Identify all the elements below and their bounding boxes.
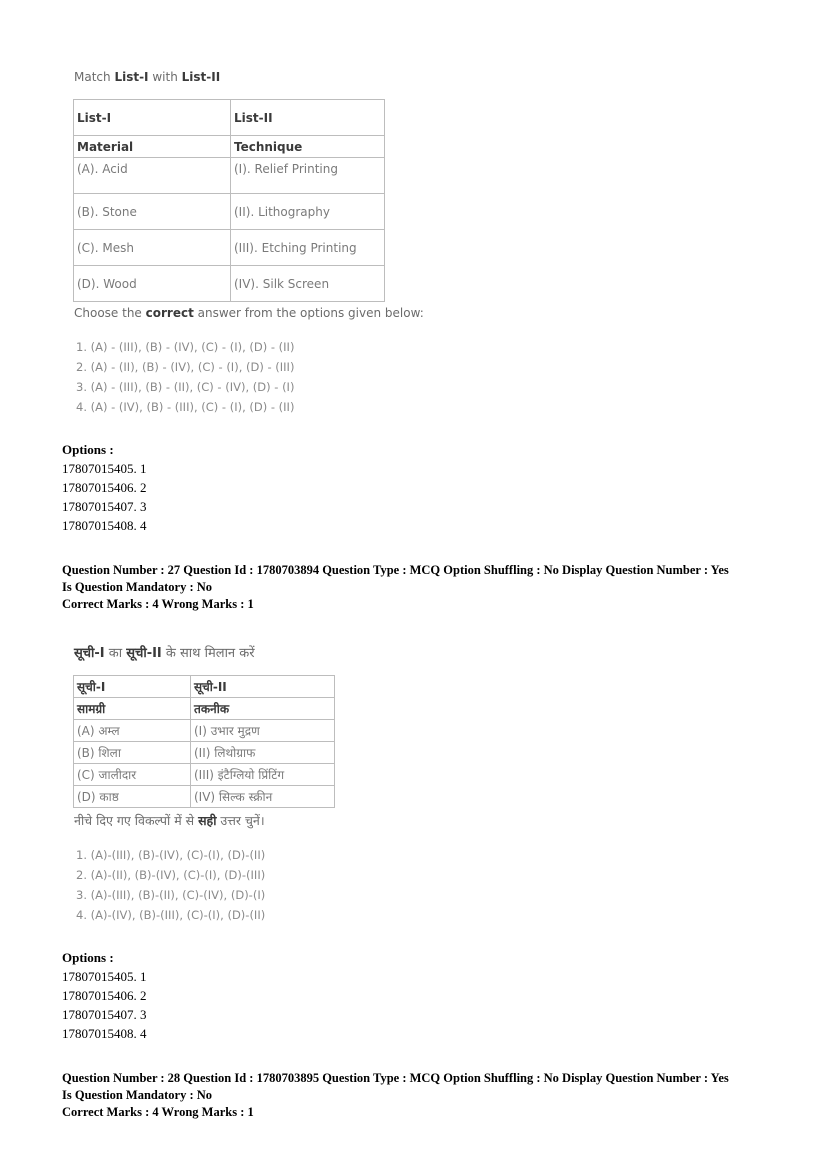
table-cell: (III) इंटैग्लियो प्रिंटिंग — [191, 764, 335, 786]
option-item: 17807015407. 3 — [62, 1007, 147, 1022]
answer-option: 4. (A) - (IV), (B) - (III), (C) - (I), (D) - (II) — [76, 400, 295, 414]
question-meta — [62, 1070, 729, 1121]
option-item: 17807015405. 1 — [62, 461, 147, 476]
options-label: Options : — [62, 950, 114, 965]
table-cell: सामग्री — [74, 698, 191, 720]
table-header-row — [74, 676, 335, 698]
table-cell: सूची-I — [74, 676, 191, 698]
table-cell: Material — [74, 136, 231, 158]
q27-answer-list — [76, 845, 265, 925]
table-row — [74, 786, 335, 808]
question-meta-line: Is Question Mandatory : No — [62, 1088, 213, 1102]
answer-option: 3. (A)-(III), (B)-(II), (C)-(IV), (D)-(I) — [76, 888, 266, 902]
answer-option: 1. (A) - (III), (B) - (IV), (C) - (I), (D) - (II) — [76, 340, 295, 354]
table-cell: (B). Stone — [74, 194, 231, 230]
table-header-row — [74, 698, 335, 720]
table-cell: (II). Lithography — [231, 194, 385, 230]
answer-option: 3. (A) - (III), (B) - (II), (C) - (IV), (D) - (I) — [76, 380, 295, 394]
answer-option: 4. (A)-(IV), (B)-(III), (C)-(I), (D)-(II) — [76, 908, 266, 922]
options-block — [62, 440, 147, 535]
table-cell: (III). Etching Printing — [231, 230, 385, 266]
option-item: 17807015406. 2 — [62, 480, 147, 495]
option-item: 17807015405. 1 — [62, 969, 147, 984]
table-cell: तकनीक — [191, 698, 335, 720]
question-meta — [62, 562, 729, 613]
answer-option: 1. (A)-(III), (B)-(IV), (C)-(I), (D)-(II) — [76, 848, 266, 862]
table-cell: List-I — [74, 100, 231, 136]
table-row — [74, 764, 335, 786]
options-block — [62, 948, 147, 1043]
table-cell: (IV). Silk Screen — [231, 266, 385, 302]
table-header-row — [74, 100, 385, 136]
option-item: 17807015408. 4 — [62, 1026, 147, 1041]
answer-option: 2. (A) - (II), (B) - (IV), (C) - (I), (D) - (III) — [76, 360, 295, 374]
question-meta-line: Correct Marks : 4 Wrong Marks : 1 — [62, 597, 254, 611]
table-cell: (I) उभार मुद्रण — [191, 720, 335, 742]
table-row — [74, 742, 335, 764]
table-row — [74, 720, 335, 742]
table-cell: List-II — [231, 100, 385, 136]
table-cell: (A) अम्ल — [74, 720, 191, 742]
table-cell: सूची-II — [191, 676, 335, 698]
q27-choose-instruction: नीचे दिए गए विकल्पों में से सही उत्तर चुनें। — [74, 813, 265, 828]
table-row — [74, 194, 385, 230]
options-label: Options : — [62, 442, 114, 457]
question-meta-line: Question Number : 28 Question Id : 1780703895 Question Type : MCQ Option Shuffling : No Display Question Number : Yes — [62, 1071, 729, 1085]
option-item: 17807015408. 4 — [62, 518, 147, 533]
table-row — [74, 266, 385, 302]
question-meta-line: Is Question Mandatory : No — [62, 580, 213, 594]
table-row — [74, 230, 385, 266]
table-cell: (II) लिथोग्राफ — [191, 742, 335, 764]
answer-option: 2. (A)-(II), (B)-(IV), (C)-(I), (D)-(III) — [76, 868, 266, 882]
option-item: 17807015406. 2 — [62, 988, 147, 1003]
table-row — [74, 158, 385, 194]
q26-choose-instruction: Choose the correct answer from the options given below: — [74, 306, 424, 320]
option-item: 17807015407. 3 — [62, 499, 147, 514]
table-cell: (D). Wood — [74, 266, 231, 302]
q27-instruction: सूची-I का सूची-II के साथ मिलान करें — [74, 646, 255, 661]
question-meta-line: Question Number : 27 Question Id : 1780703894 Question Type : MCQ Option Shuffling : No Display Question Number : Yes — [62, 563, 729, 577]
table-cell: (D) काष्ठ — [74, 786, 191, 808]
q26-match-table — [73, 99, 385, 302]
table-cell: (I). Relief Printing — [231, 158, 385, 194]
table-cell: (C). Mesh — [74, 230, 231, 266]
question-meta-line: Correct Marks : 4 Wrong Marks : 1 — [62, 1105, 254, 1119]
q26-instruction: Match List-I with List-II — [74, 70, 221, 84]
table-cell: (A). Acid — [74, 158, 231, 194]
table-cell: (IV) सिल्क स्क्रीन — [191, 786, 335, 808]
table-cell: Technique — [231, 136, 385, 158]
table-header-row — [74, 136, 385, 158]
table-cell: (B) शिला — [74, 742, 191, 764]
q26-answer-list — [76, 337, 294, 417]
table-cell: (C) जालीदार — [74, 764, 191, 786]
q27-match-table — [73, 675, 335, 808]
